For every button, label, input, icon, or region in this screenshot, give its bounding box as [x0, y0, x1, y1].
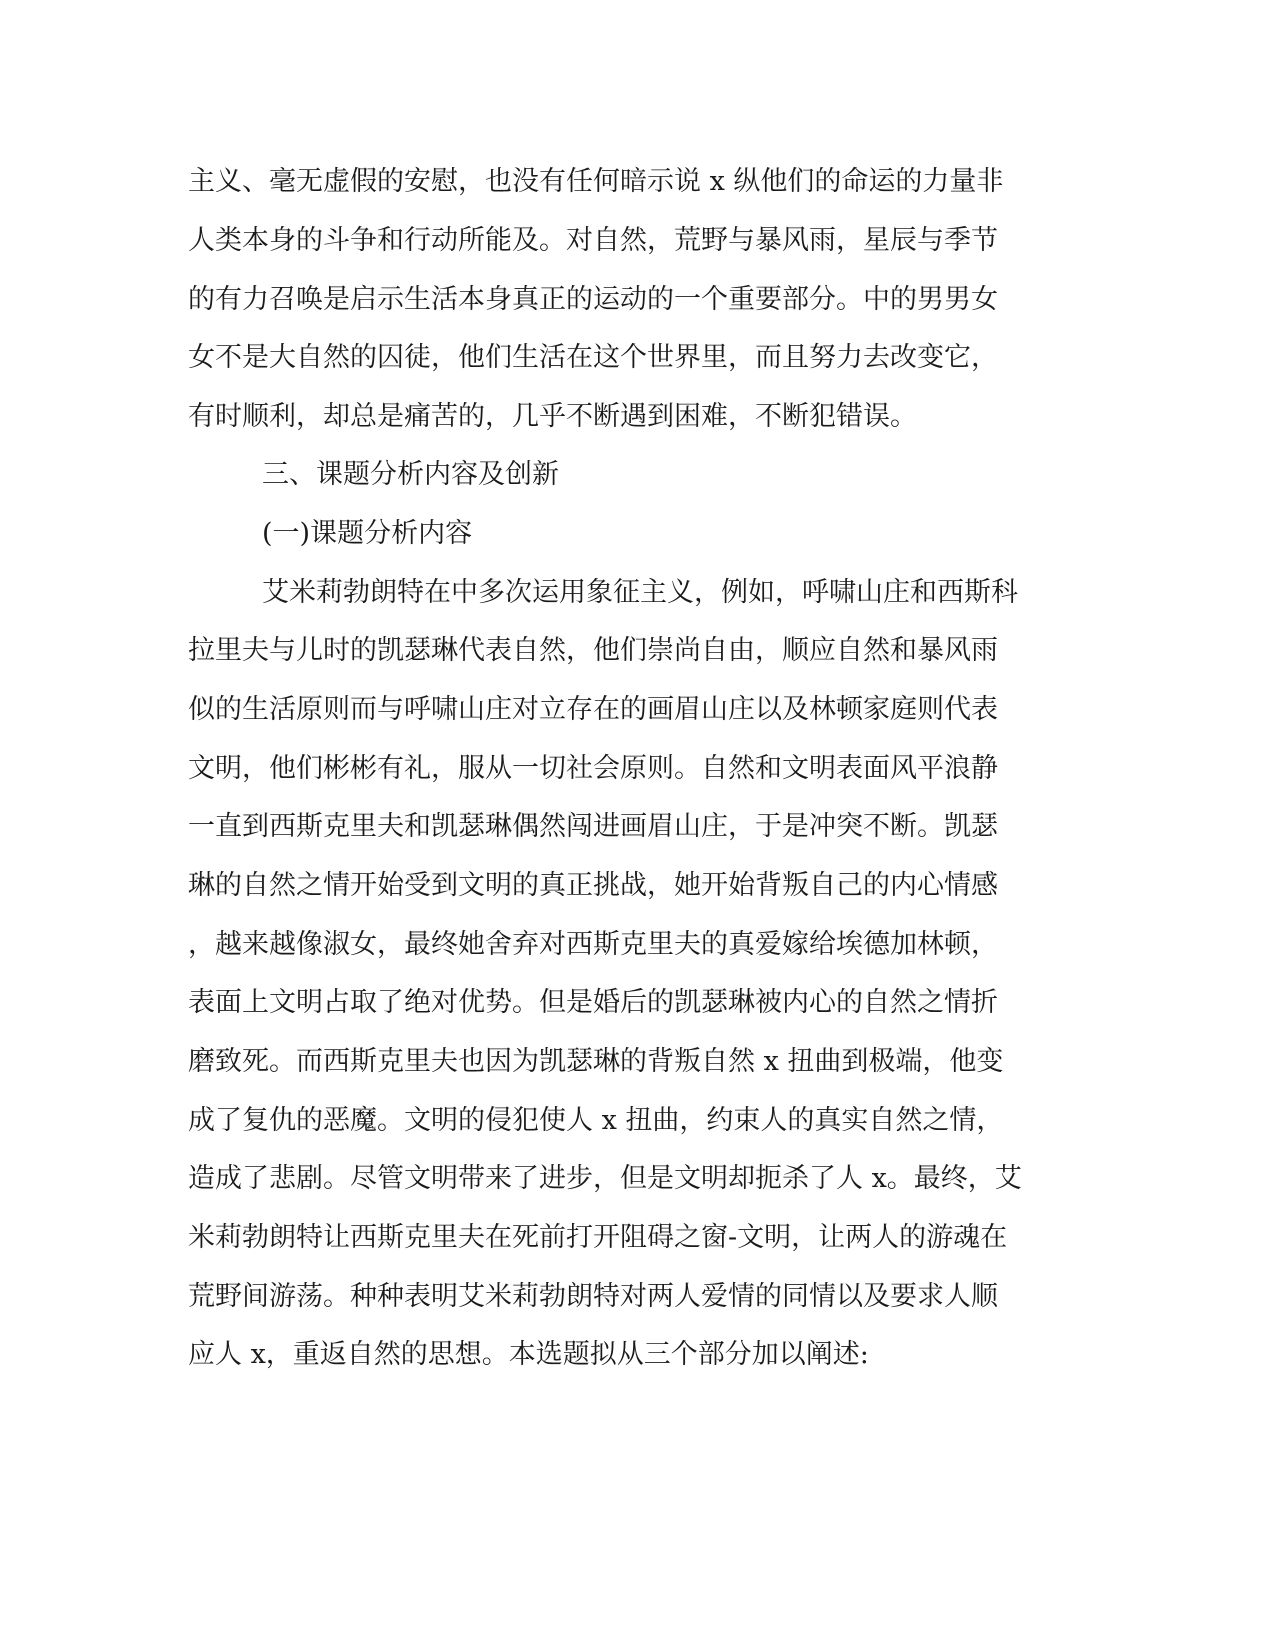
paragraph-line: 应人 x，重返自然的思想。本选题拟从三个部分加以阐述: [188, 1339, 869, 1370]
paragraph-line: 文明，他们彬彬有礼，服从一切社会原则。自然和文明表面风平浪静 [188, 753, 998, 784]
paragraph-line: 琳的自然之情开始受到文明的真正挑战，她开始背叛自己的内心情感 [188, 870, 998, 901]
paragraph-line: ，越来越像淑女，最终她舍弃对西斯克里夫的真爱嫁给埃德加林顿， [188, 929, 998, 960]
paragraph-line: 荒野间游荡。种种表明艾米莉勃朗特对两人爱情的同情以及要求人顺 [188, 1281, 998, 1312]
paragraph-line: 磨致死。而西斯克里夫也因为凯瑟琳的背叛自然 x 扭曲到极端，他变 [188, 1046, 1004, 1077]
paragraph-line: 人类本身的斗争和行动所能及。对自然，荒野与暴风雨，星辰与季节 [188, 225, 998, 256]
paragraph-line: 艾米莉勃朗特在中多次运用象征主义，例如，呼啸山庄和西斯科 [262, 577, 1018, 608]
paragraph-line: 拉里夫与儿时的凯瑟琳代表自然，他们崇尚自由，顺应自然和暴风雨 [188, 635, 998, 666]
paragraph-line: 成了复仇的恶魔。文明的侵犯使人 x 扭曲，约束人的真实自然之情， [188, 1105, 1004, 1136]
paragraph-line: 女不是大自然的囚徒，他们生活在这个世界里，而且努力去改变它， [188, 342, 998, 373]
paragraph-line: 一直到西斯克里夫和凯瑟琳偶然闯进画眉山庄，于是冲突不断。凯瑟 [188, 811, 998, 842]
paragraph-line: 似的生活原则而与呼啸山庄对立存在的画眉山庄以及林顿家庭则代表 [188, 694, 998, 725]
paragraph-line: 主义、毫无虚假的安慰，也没有任何暗示说 x 纵他们的命运的力量非 [188, 166, 1004, 197]
paragraph-line: 造成了悲剧。尽管文明带来了进步，但是文明却扼杀了人 x。最终，艾 [188, 1163, 1022, 1194]
paragraph-line: 有时顺利，却总是痛苦的，几乎不断遇到困难，不断犯错误。 [188, 401, 917, 432]
paragraph-line: 表面上文明占取了绝对优势。但是婚后的凯瑟琳被内心的自然之情折 [188, 987, 998, 1018]
paragraph-line: 的有力召唤是启示生活本身真正的运动的一个重要部分。中的男男女 [188, 284, 998, 315]
subsection-heading: (一)课题分析内容 [262, 518, 473, 549]
section-heading: 三、课题分析内容及创新 [262, 459, 559, 490]
paragraph-line: 米莉勃朗特让西斯克里夫在死前打开阻碍之窗-文明，让两人的游魂在 [188, 1222, 1008, 1253]
